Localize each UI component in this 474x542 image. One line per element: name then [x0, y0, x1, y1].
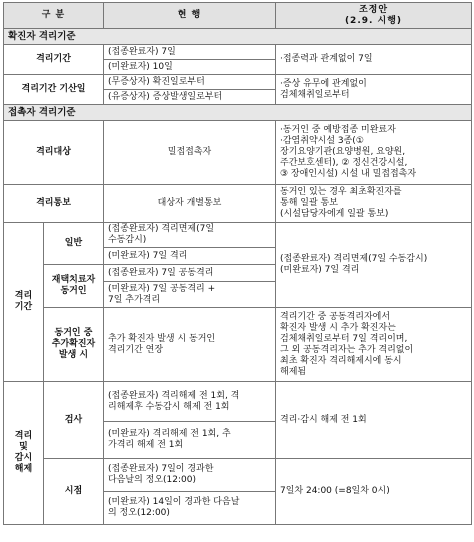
current-cell: (접종완료자) 7일	[104, 45, 276, 60]
table-row	[4, 308, 472, 380]
row-label-target: 격리대상	[4, 121, 104, 185]
sub-label-home-care: 재택치료자 동거인	[44, 265, 104, 308]
current-cell: (접종완료자) 격리면제(7일 수동감시)	[104, 223, 276, 248]
proposed-cell: (접종완료자) 격리면제(7일 수동감시) (미완료자) 7일 격리	[276, 223, 472, 308]
table-row	[4, 185, 472, 223]
sub-label-test: 검사	[44, 382, 104, 459]
section-confirmed-row	[4, 29, 472, 45]
proposed-cell: 격리기간 중 공동격리자에서 확진자 발생 시 추가 확진자는 검체채취일로부터 7일 격리이며, 그 외 공동격리자는 추가 격리없이 최초 확진자 격리해제시에 동시 해제됨	[276, 308, 472, 382]
proposed-cell: 7일차 24:00 (=8일차 0시)	[276, 459, 472, 525]
sub-label-time: 시점	[44, 459, 104, 525]
table-row	[4, 382, 472, 422]
proposed-cell: 격리·감시 해제 전 1회	[276, 382, 472, 459]
current-cell: (미완료자) 10일	[104, 60, 276, 75]
proposed-cell: 동거인 있는 경우 최초확진자를 통해 일괄 통보 (시설담당자에게 일괄 통보)	[276, 185, 472, 223]
proposed-cell: ·접종력과 관계없이 7일	[276, 45, 472, 75]
proposed-cell: ·동거인 중 예방접종 미완료자 ·감염취약시설 3종(① 장기요양기관(요양병원, 요양원, 주간보호센터), ② 정신건강시설, ③ 장애인시설) 시설 내 밀접접촉자	[276, 121, 472, 185]
sub-label-additional-case: 동거인 중 추가확진자 발생 시	[44, 308, 104, 382]
table-row	[4, 223, 472, 248]
row-label-period: 격리기간	[4, 45, 104, 75]
table-row	[4, 75, 472, 90]
current-cell: (미완료자) 14일이 경과한 다음날 의 정오(12:00)	[104, 492, 276, 525]
header-proposed: 조정안 (2.9. 시행)	[276, 3, 472, 29]
current-cell: (유증상자) 증상발생일로부터	[104, 90, 276, 105]
row-label-contact-period: 격리 기간	[4, 223, 44, 382]
current-cell: (미완료자) 격리해제 전 1회, 추 가격리 해제 전 1회	[104, 422, 276, 459]
row-label-notify: 격리통보	[4, 185, 104, 223]
proposed-cell: ·증상 유무에 관계없이 검체채취일로부터	[276, 75, 472, 105]
current-cell: 대상자 개별통보	[104, 185, 276, 223]
current-cell: 추가 확진자 발생 시 동거인 격리기간 연장	[104, 308, 276, 382]
header-current: 현 행	[104, 3, 276, 29]
section-contacts-row	[4, 105, 472, 121]
table-row	[4, 459, 472, 492]
current-cell: (무증상자) 확진일로부터	[104, 75, 276, 90]
table-row	[4, 45, 472, 60]
current-cell: 밀접접촉자	[104, 121, 276, 185]
table-row	[4, 121, 472, 185]
header-category: 구 분	[4, 3, 104, 29]
current-cell: (접종완료자) 격리해제 전 1회, 격 리해제후 수동감시 해제 전 1회	[104, 382, 276, 422]
row-label-start-date: 격리기간 기산일	[4, 75, 104, 105]
quarantine-policy-table	[3, 2, 472, 525]
sub-label-general: 일반	[44, 223, 104, 265]
row-label-release: 격리 및 감시 해제	[4, 382, 44, 525]
current-cell: (미완료자) 7일 격리	[104, 248, 276, 265]
section-confirmed: 확진자 격리기준	[4, 29, 472, 45]
table-header-row	[4, 3, 472, 29]
current-cell: (접종완료자) 7일이 경과한 다음날의 정오(12:00)	[104, 459, 276, 492]
current-cell: (미완료자) 7일 공동격리 + 7일 추가격리	[104, 282, 276, 308]
section-contacts: 접촉자 격리기준	[4, 105, 472, 121]
current-cell: (접종완료자) 7일 공동격리	[104, 265, 276, 282]
